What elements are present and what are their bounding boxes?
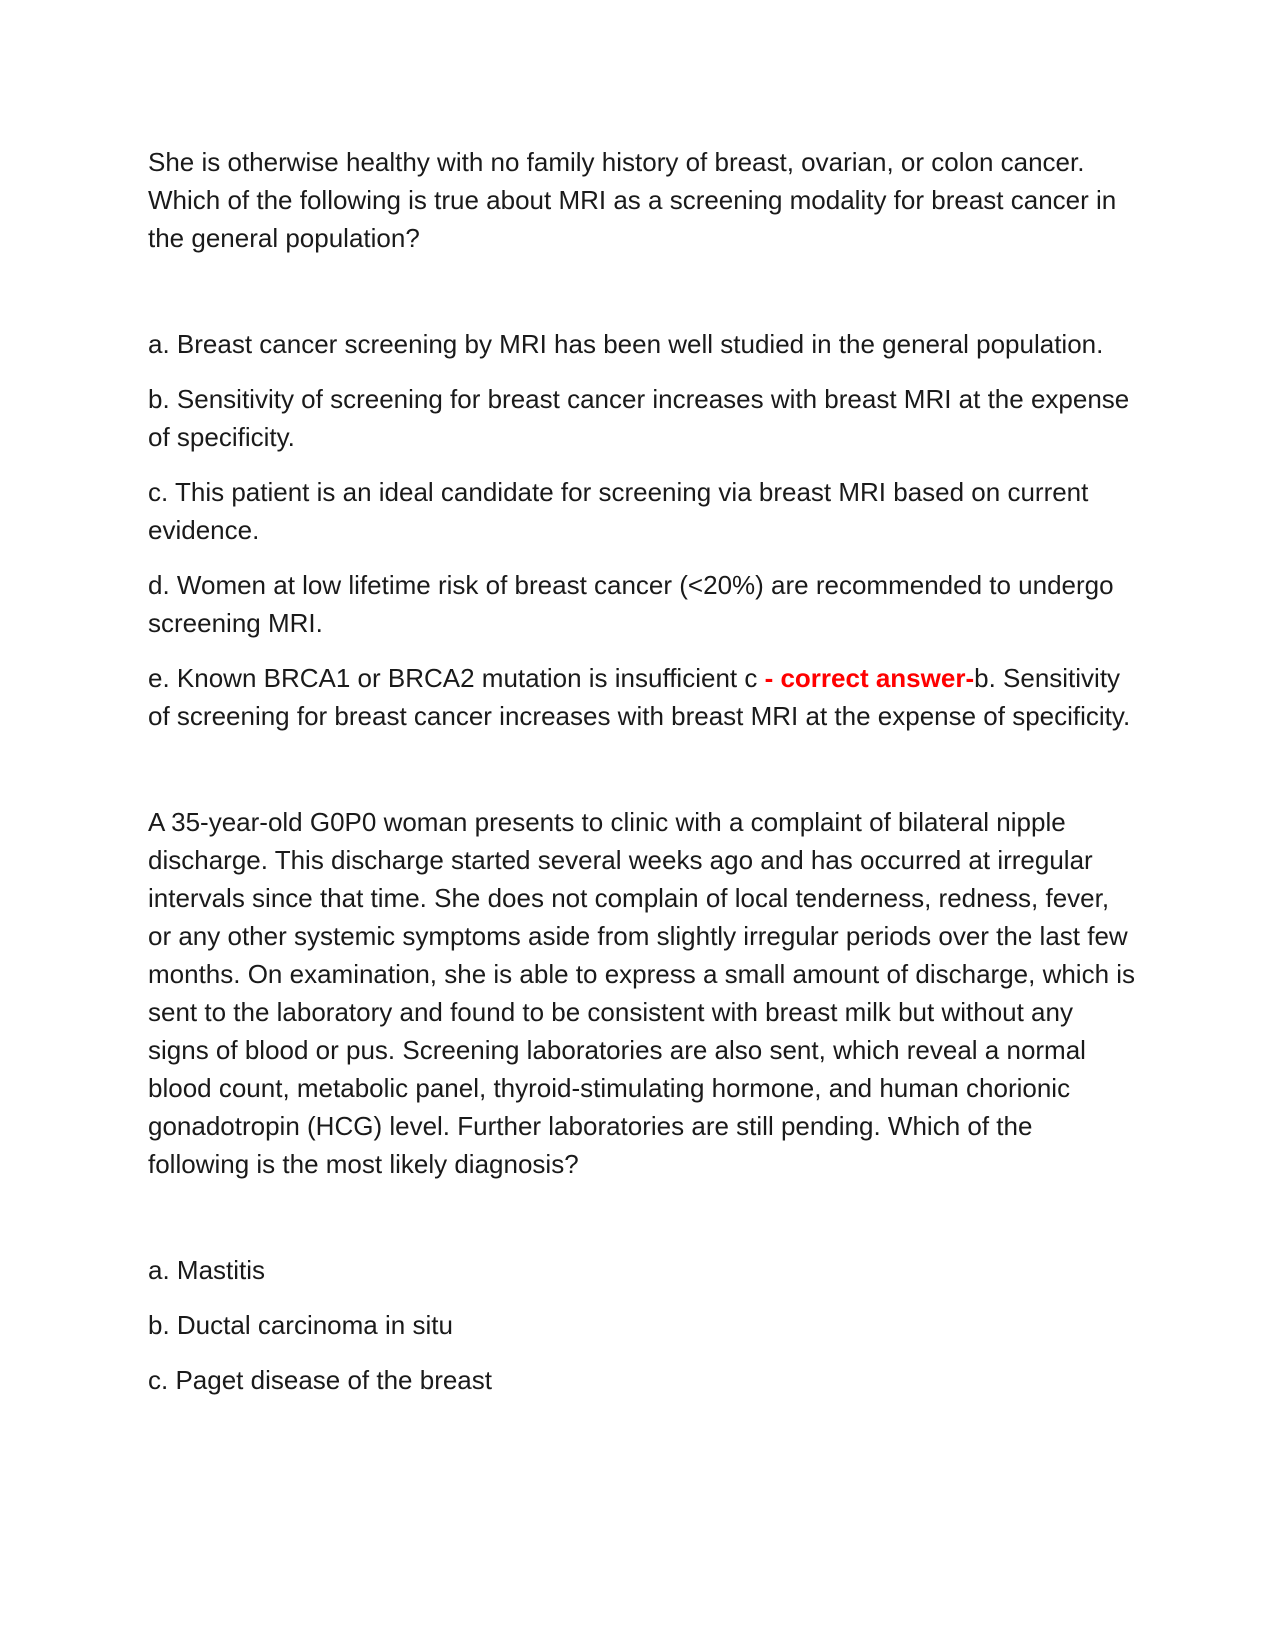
question-1-option-b: b. Sensitivity of screening for breast cancer increases with breast MRI at the expense of specificity. xyxy=(148,384,1130,452)
question-2 xyxy=(148,803,1138,1399)
question-1-stem: She is otherwise healthy with no family history of breast, ovarian, or colon cancer. Which of the following is true about MRI as a screening modality for breast cancer in the general population? xyxy=(148,147,1117,253)
question-1-option-c: c. This patient is an ideal candidate for screening via breast MRI based on current evidence. xyxy=(148,477,1089,545)
question-1-option-a: a. Breast cancer screening by MRI has been well studied in the general population. xyxy=(148,329,1104,359)
correct-answer-text: b. Sensitivity of screening for breast cancer increases with breast MRI at the expense of specificity. xyxy=(148,663,1131,731)
document-page xyxy=(148,143,1138,1416)
correct-answer-marker: - correct answer- xyxy=(764,663,975,693)
option-e-text: e. Known BRCA1 or BRCA2 mutation is insufficient c xyxy=(148,663,765,693)
question-2-option-b: b. Ductal carcinoma in situ xyxy=(148,1310,453,1340)
question-1 xyxy=(148,143,1138,735)
question-2-option-a: a. Mastitis xyxy=(148,1255,266,1285)
question-2-stem: A 35-year-old G0P0 woman presents to clinic with a complaint of bilateral nipple discharge. This discharge started several weeks ago and has occurred at irregular intervals since that time. She does not complain of local tenderness, redness, fever, or any other systemic symptoms aside from slightly irregular periods over the last few months. On examination, she is able to express a small amount of discharge, which is sent to the laboratory and found to be consistent with breast milk but without any signs of blood or pus. Screening laboratories are also sent, which reveal a normal blood count, metabolic panel, thyroid-stimulating hormone, and human chorionic gonadotropin (HCG) level. Further laboratories are still pending. Which of the following is the most likely diagnosis? xyxy=(148,807,1136,1179)
question-1-option-d: d. Women at low lifetime risk of breast cancer (<20%) are recommended to undergo screening MRI. xyxy=(148,570,1114,638)
question-1-option-e xyxy=(148,659,1138,735)
question-2-option-c: c. Paget disease of the breast xyxy=(148,1365,492,1395)
